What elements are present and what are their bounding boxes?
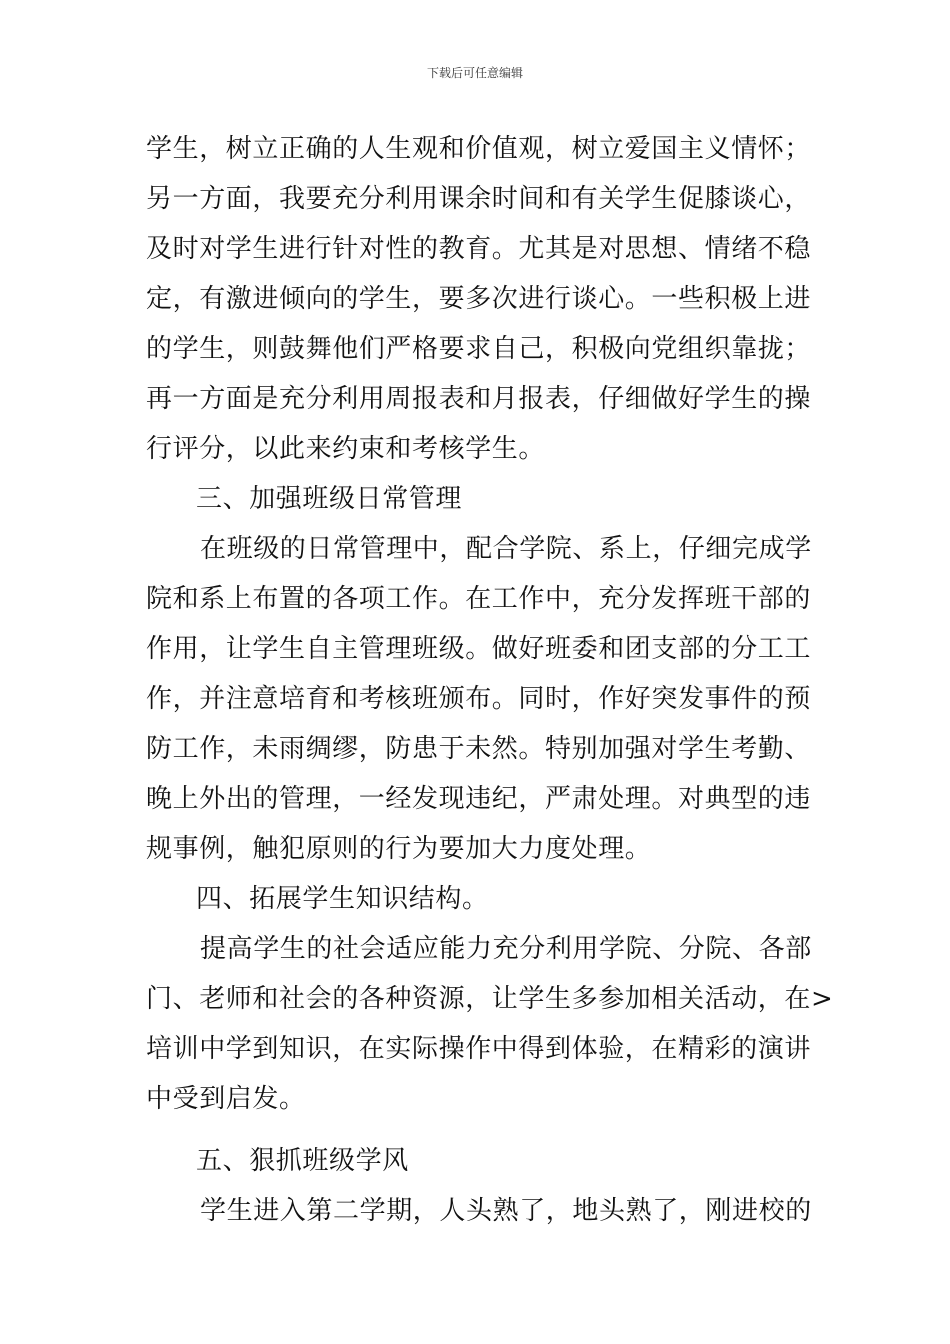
document-body bbox=[146, 124, 834, 1236]
paragraph-first-line: 提高学生的社会适应能力充分利用学院、分院、各部 bbox=[200, 934, 812, 964]
text-line: 门、老师和社会的各种资源，让学生多参加相关活动，在> bbox=[146, 984, 834, 1014]
text-line: 院和系上布置的各项工作。在工作中，充分发挥班干部的 bbox=[146, 584, 812, 614]
text-line: 定，有激进倾向的学生，要多次进行谈心。一些积极上进 bbox=[146, 284, 812, 314]
text-line: 的学生，则鼓舞他们严格要求自己，积极向党组织靠拢； bbox=[146, 334, 812, 364]
text-line: 作，并注意培育和考核班颁布。同时，作好突发事件的预 bbox=[146, 684, 812, 714]
page-header: 下载后可任意编辑 bbox=[426, 66, 523, 80]
text-line: 作用，让学生自主管理班级。做好班委和团支部的分工工 bbox=[146, 634, 812, 664]
paragraph-first-line: 学生进入第二学期，人头熟了，地头熟了，刚进校的 bbox=[200, 1196, 812, 1226]
text-line: 再一方面是充分利用周报表和月报表，仔细做好学生的操 bbox=[146, 384, 812, 414]
paragraph-gap bbox=[146, 1124, 808, 1136]
text-line: 培训中学到知识，在实际操作中得到体验，在精彩的演讲 bbox=[146, 1034, 812, 1064]
section-heading: 五、狠抓班级学风 bbox=[196, 1146, 409, 1176]
text-line: 防工作，未雨绸缪，防患于未然。特别加强对学生考勤、 bbox=[146, 734, 812, 764]
section-heading: 四、拓展学生知识结构。 bbox=[196, 884, 489, 914]
text-line: 中受到启发。 bbox=[146, 1084, 306, 1114]
paragraph-first-line: 在班级的日常管理中，配合学院、系上，仔细完成学 bbox=[200, 534, 812, 564]
text-line: 规事例，触犯原则的行为要加大力度处理。 bbox=[146, 834, 652, 864]
text-line: 及时对学生进行针对性的教育。尤其是对思想、情绪不稳 bbox=[146, 234, 812, 264]
text-line: 行评分，以此来约束和考核学生。 bbox=[146, 434, 546, 464]
text-line: 另一方面，我要充分利用课余时间和有关学生促膝谈心， bbox=[146, 184, 812, 214]
section-heading: 三、加强班级日常管理 bbox=[196, 484, 463, 514]
text-line: 晚上外出的管理，一经发现违纪，严肃处理。对典型的违 bbox=[146, 784, 812, 814]
text-line: 学生，树立正确的人生观和价值观，树立爱国主义情怀； bbox=[146, 134, 812, 164]
